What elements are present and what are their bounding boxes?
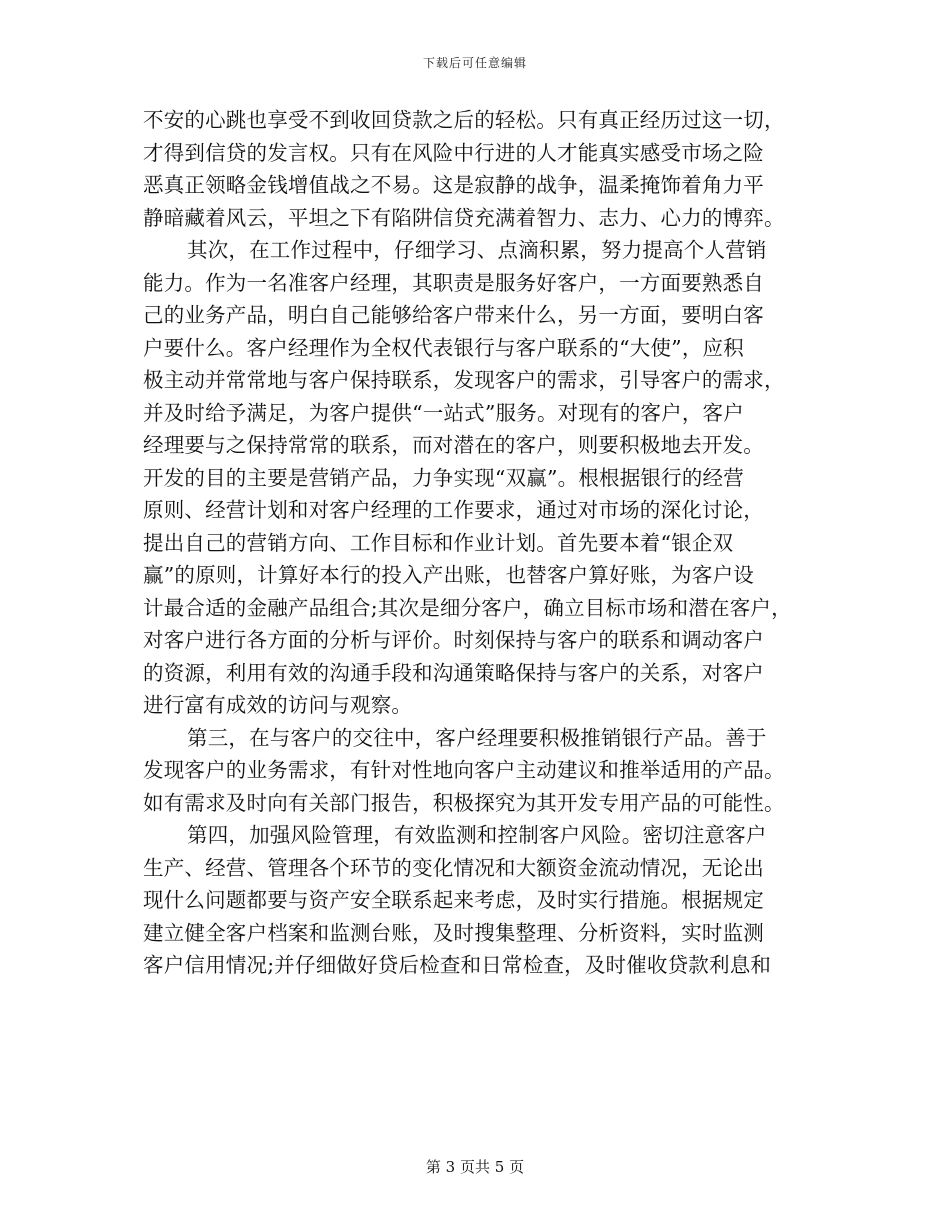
- text-line: 对客户进行各方面的分析与评价。时刻保持与客户的联系和调动客户: [143, 628, 764, 652]
- paragraph-1: [143, 104, 823, 234]
- page-header: 下载后可任意编辑: [422, 56, 527, 70]
- text-line: 恶真正领略金钱增值战之不易。这是寂静的战争，温柔掩饰着角力平: [143, 173, 764, 197]
- text-line: 提出自己的营销方向、工作目标和作业计划。首先要本着“银企双: [143, 530, 734, 555]
- text-line: 的资源，利用有效的沟通手段和沟通策略保持与客户的关系，对客户: [143, 660, 764, 685]
- paragraph-2: [143, 234, 823, 722]
- paragraph-3: [143, 722, 823, 820]
- text-line: 生产、经营、管理各个环节的变化情况和大额资金流动情况，无论出: [143, 855, 764, 880]
- document-body: [143, 104, 823, 982]
- text-line: 并及时给予满足，为客户提供“一站式”服务。对现有的客户，客户: [143, 400, 744, 425]
- text-line: 经理要与之保持常常的联系，而对潜在的客户，则要积极地去开发。: [143, 433, 764, 457]
- text-line: 第四，加强风险管理，有效监测和控制客户风险。密切注意客户: [187, 823, 767, 847]
- text-line: 进行富有成效的访问与观察。: [143, 693, 413, 717]
- page-number: 第 3 页共 5 页: [425, 1158, 525, 1176]
- text-line: 计最合适的金融产品组合;其次是细分客户，确立目标市场和潜在客户，: [143, 595, 792, 620]
- text-line: 静暗藏着风云，平坦之下有陷阱信贷充满着智力、志力、心力的博弈。: [143, 205, 785, 230]
- text-line: 户要什么。客户经理作为全权代表银行与客户联系的“大使”，应积: [143, 335, 744, 360]
- text-line: 客户信用情况;并仔细做好贷后检查和日常检查，及时催收贷款利息和: [143, 953, 772, 977]
- text-line: 不安的心跳也享受不到收回贷款之后的轻松。只有真正经历过这一切，: [143, 108, 785, 132]
- text-line: 如有需求及时向有关部门报告，积极探究为其开发专用产品的可能性。: [143, 790, 785, 815]
- text-line: 极主动并常常地与客户保持联系，发现客户的需求，引导客户的需求，: [143, 368, 785, 392]
- text-line: 建立健全客户档案和监测台账，及时搜集整理、分析资料，实时监测: [143, 920, 764, 945]
- text-line: 赢”的原则，计算好本行的投入产出账，也替客户算好账，为客户设: [143, 563, 754, 587]
- text-line: 能力。作为一名准客户经理，其职责是服务好客户，一方面要熟悉自: [143, 270, 764, 295]
- text-line: 发现客户的业务需求，有针对性地向客户主动建议和推举适用的产品。: [143, 758, 785, 782]
- text-line: 才得到信贷的发言权。只有在风险中行进的人才能真实感受市场之险: [143, 140, 764, 165]
- text-line: 第三，在与客户的交往中，客户经理要积极推销银行产品。善于: [187, 725, 767, 750]
- text-line: 现什么问题都要与资产安全联系起来考虑，及时实行措施。根据规定: [143, 888, 764, 912]
- text-line: 其次，在工作过程中，仔细学习、点滴积累，努力提高个人营销: [187, 238, 767, 262]
- paragraph-4: [143, 819, 823, 982]
- text-line: 己的业务产品，明白自己能够给客户带来什么，另一方面，要明白客: [143, 303, 764, 327]
- text-line: 原则、经营计划和对客户经理的工作要求，通过对市场的深化讨论，: [143, 498, 764, 522]
- text-line: 开发的目的主要是营销产品，力争实现“双赢”。根根据银行的经营: [143, 465, 744, 490]
